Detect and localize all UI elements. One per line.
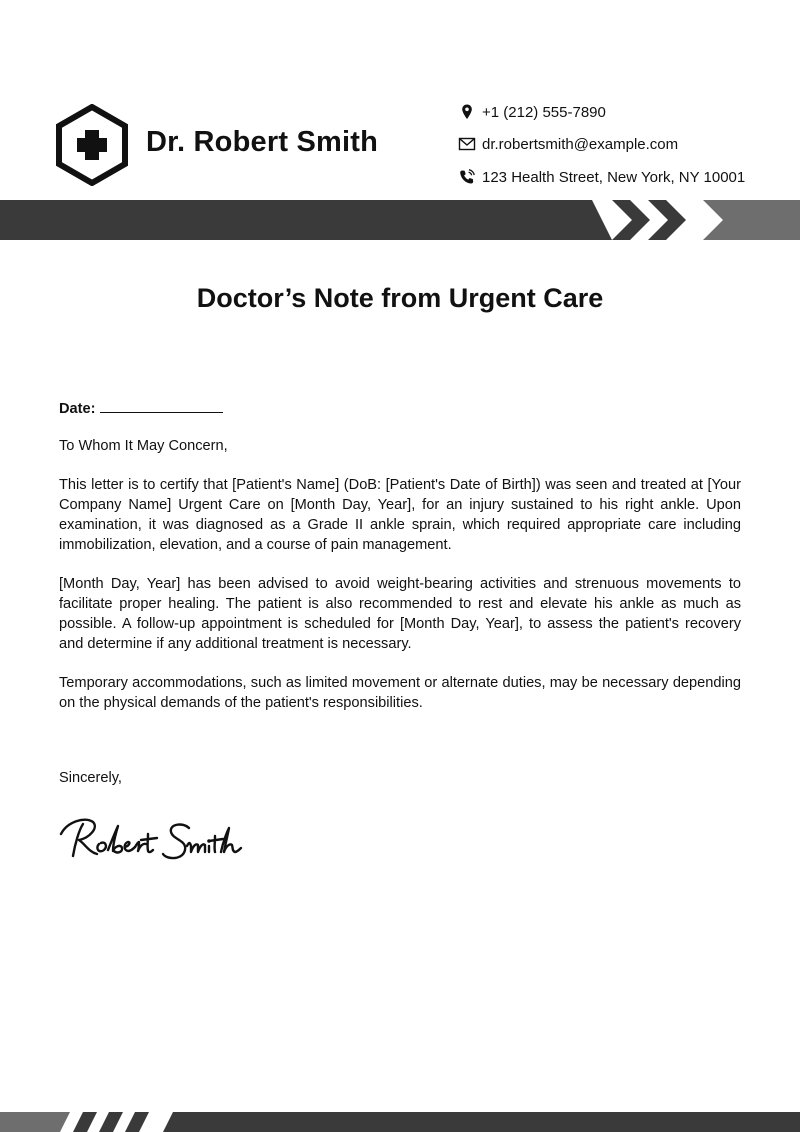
contact-email [458,133,678,155]
letter-body [59,398,741,732]
date-label: Date: [59,401,96,417]
date-line [59,398,741,419]
contact-address [458,166,745,188]
contact-phone [458,101,606,123]
phone-text: +1 (212) 555-7890 [482,103,606,121]
medical-cross-hexagon-icon [55,104,129,186]
paragraph-1: This letter is to certify that [Patient's Name] (DoB: [Patient's Date of Birth]) was seen and treated at [Your Company Name] Urgent Care on [Month Day, Year], for an injury sustained to his right ankle. Upon examination, it was diagnosed as a Grade II ankle sprain, which required appropriate care including immobilization, elevation, and a course of pain management. [59,477,741,553]
email-text: dr.robertsmith@example.com [482,135,679,153]
footer-band [0,1112,800,1132]
envelope-icon [458,135,476,153]
phone-call-icon [458,168,476,186]
letter-title: Doctor’s Note from Urgent Care [196,283,604,313]
signature-image [55,808,245,872]
paragraph-2: [Month Day, Year] has been advised to avoid weight-bearing activities and strenuous movements to facilitate proper healing. The patient is also recommended to rest and elevate his ankle as much as possible. A follow-up appointment is scheduled for [Month Day, Year], to assess the patient's recovery and determine if any additional treatment is necessary. [59,576,741,652]
paragraph-3: Temporary accommodations, such as limited movement or alternate duties, may be necessary depending on the physical demands of the patient's responsibilities. [59,675,741,711]
doctor-name: Dr. Robert Smith [146,126,378,158]
location-pin-icon [458,103,476,121]
address-text: 123 Health Street, New York, NY 10001 [482,168,746,186]
closing: Sincerely, [59,770,122,786]
signature-text [0,0,1,1]
salutation: To Whom It May Concern, [59,438,228,454]
date-blank-field [100,398,223,413]
header-band [0,200,800,240]
